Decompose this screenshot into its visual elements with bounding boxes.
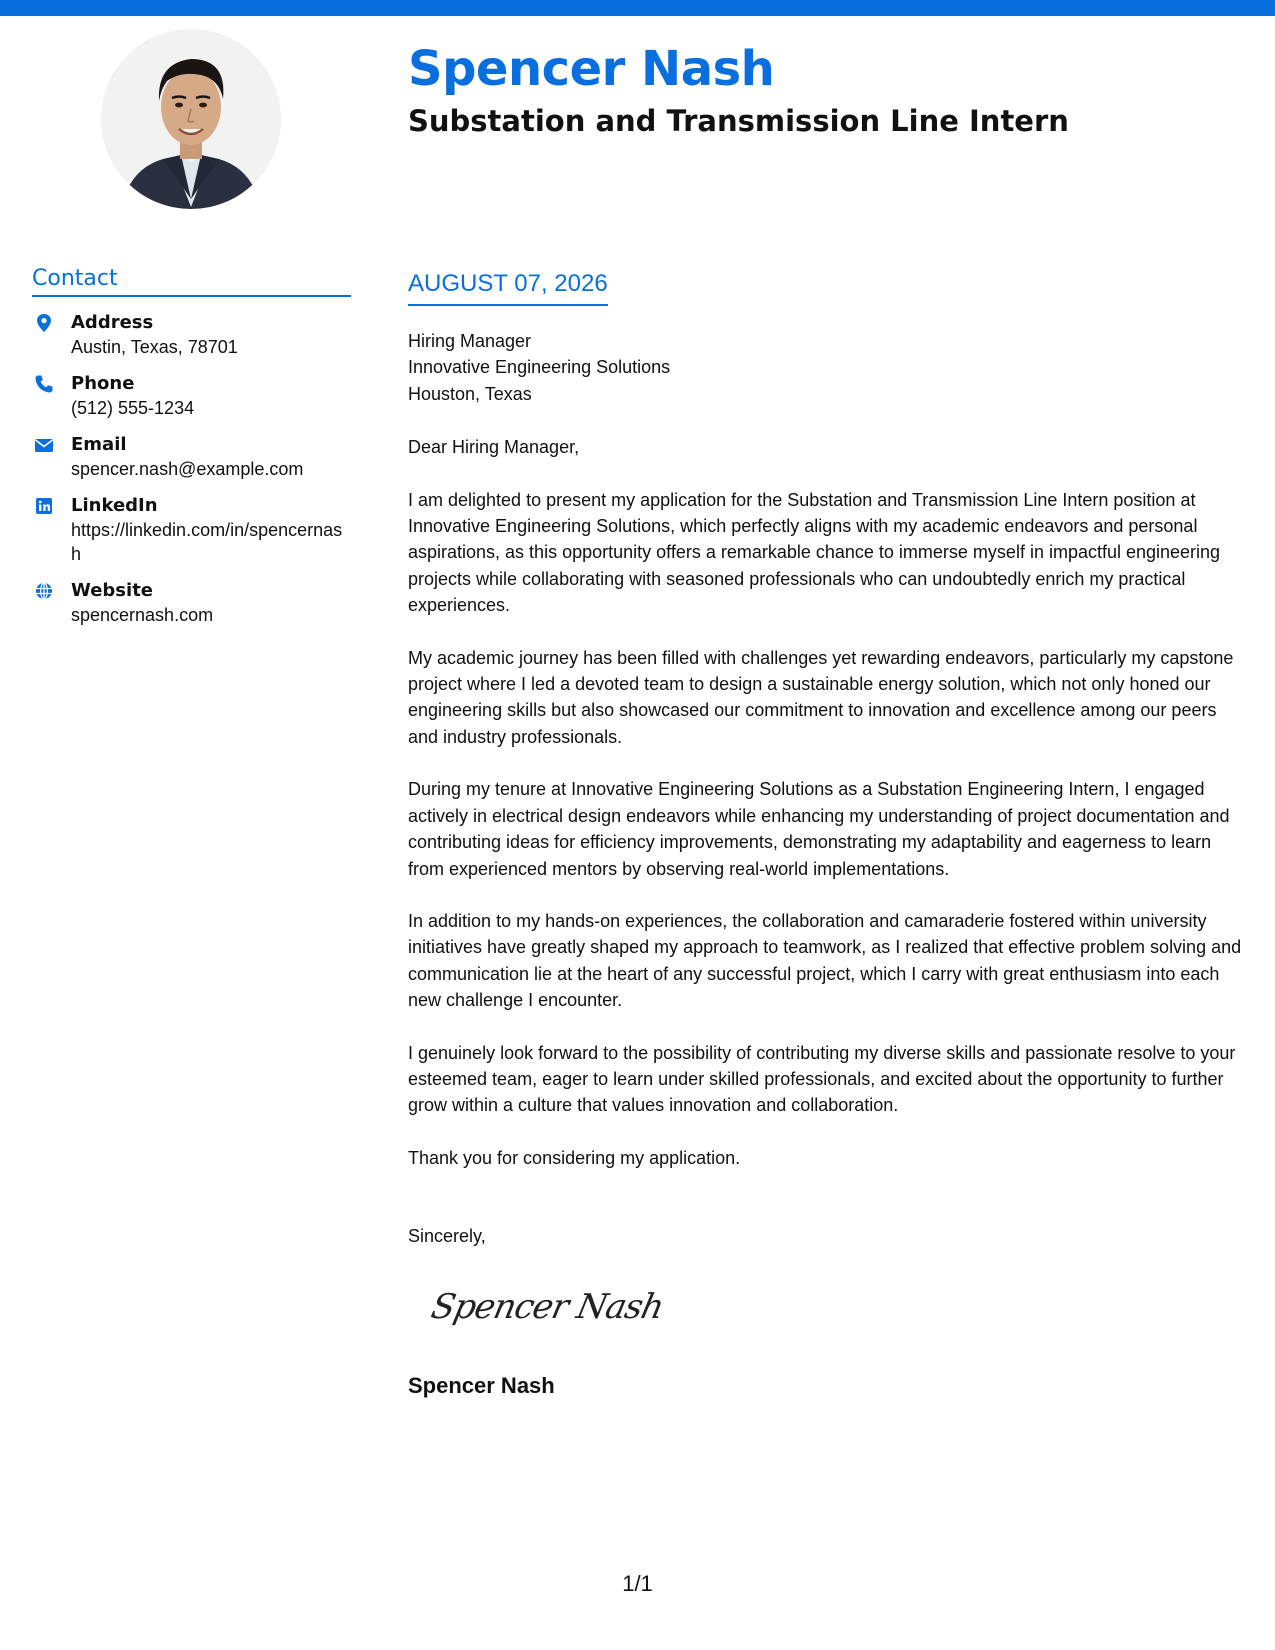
contact-value[interactable]: spencernash.com	[71, 605, 214, 625]
globe-icon	[34, 581, 54, 601]
letter-paragraph: I am delighted to present my application for the Substation and Transmission Line Intern position at Innovative Engineering Solutions, which perfectly aligns with my academic endeavors and personal aspirations, as this opportunity offers a remarkable chance to immerse myself in impactful engineering projects while collaborating with seasoned professionals who can undoubtedly enrich my practical experiences.	[408, 489, 1221, 616]
contact-value: (512) 555-1234	[71, 398, 195, 418]
signature-name: Spencer Nash	[408, 1373, 555, 1398]
contact-label: Website	[71, 580, 154, 601]
salutation: Dear Hiring Manager,	[408, 437, 580, 458]
recipient-line: Innovative Engineering Solutions	[408, 357, 671, 378]
closing: Sincerely,	[408, 1226, 486, 1247]
phone-icon	[34, 374, 54, 394]
top-accent-bar	[0, 0, 1275, 16]
contact-list	[32, 311, 352, 640]
recipient-line: Hiring Manager	[408, 331, 532, 351]
linkedin-icon	[34, 496, 54, 516]
letter-paragraph: I genuinely look forward to the possibility of contributing my diverse skills and passionate resolve to your esteemed team, eager to learn under skilled professionals, and excited about the opportunity to further grow within a culture that values innovation and collaboration.	[408, 1042, 1236, 1116]
applicant-role: Substation and Transmission Line Intern	[408, 104, 1069, 138]
letter-paragraph: During my tenure at Innovative Engineering Solutions as a Substation Engineering Intern, I engaged actively in electrical design endeavors while enhancing my understanding of project documentation and contributing ideas for efficiency improvements, demonstrating my adaptability and eagerness to learn from experienced mentors by observing real-world implementations.	[408, 779, 1230, 879]
applicant-name: Spencer Nash	[408, 41, 775, 97]
contact-label: LinkedIn	[71, 495, 158, 516]
recipient-block	[408, 328, 1248, 407]
contact-heading: Contact	[32, 265, 351, 297]
contact-label: Phone	[71, 373, 135, 394]
contact-email[interactable]	[32, 433, 352, 481]
letter-paragraph: In addition to my hands-on experiences, the collaboration and camaraderie fostered within university initiatives have greatly shaped my approach to teamwork, as I realized that effective problem solving and communication lie at the heart of any successful project, which I carry with great enthusiasm into each new challenge I encounter.	[408, 910, 1242, 1011]
letter-paragraph: Thank you for considering my application.	[408, 1147, 741, 1168]
contact-linkedin[interactable]	[32, 494, 352, 566]
contact-website[interactable]	[32, 579, 352, 627]
contact-phone	[32, 372, 352, 420]
contact-label: Email	[71, 434, 127, 455]
letter-body	[408, 328, 1248, 1250]
page-number: 1/1	[622, 1571, 653, 1596]
envelope-icon	[34, 435, 54, 455]
map-pin-icon	[34, 313, 54, 333]
contact-value[interactable]: spencer.nash@example.com	[71, 459, 304, 479]
contact-address	[32, 311, 352, 359]
letter-date: AUGUST 07, 2026	[408, 268, 608, 306]
contact-value: Austin, Texas, 78701	[71, 337, 238, 357]
recipient-line: Houston, Texas	[408, 383, 532, 404]
contact-value[interactable]: https://linkedin.com/in/spencernash	[71, 520, 343, 564]
contact-label: Address	[71, 312, 154, 333]
handwritten-signature: Spencer Nash	[427, 1287, 667, 1327]
avatar	[101, 29, 281, 209]
letter-paragraph: My academic journey has been filled with challenges yet rewarding endeavors, particularly my capstone project where I led a devoted team to design a sustainable energy solution, which not only honed our engineering skills but also showcased our commitment to innovation and excellence among our peers and industry professionals.	[408, 647, 1234, 747]
